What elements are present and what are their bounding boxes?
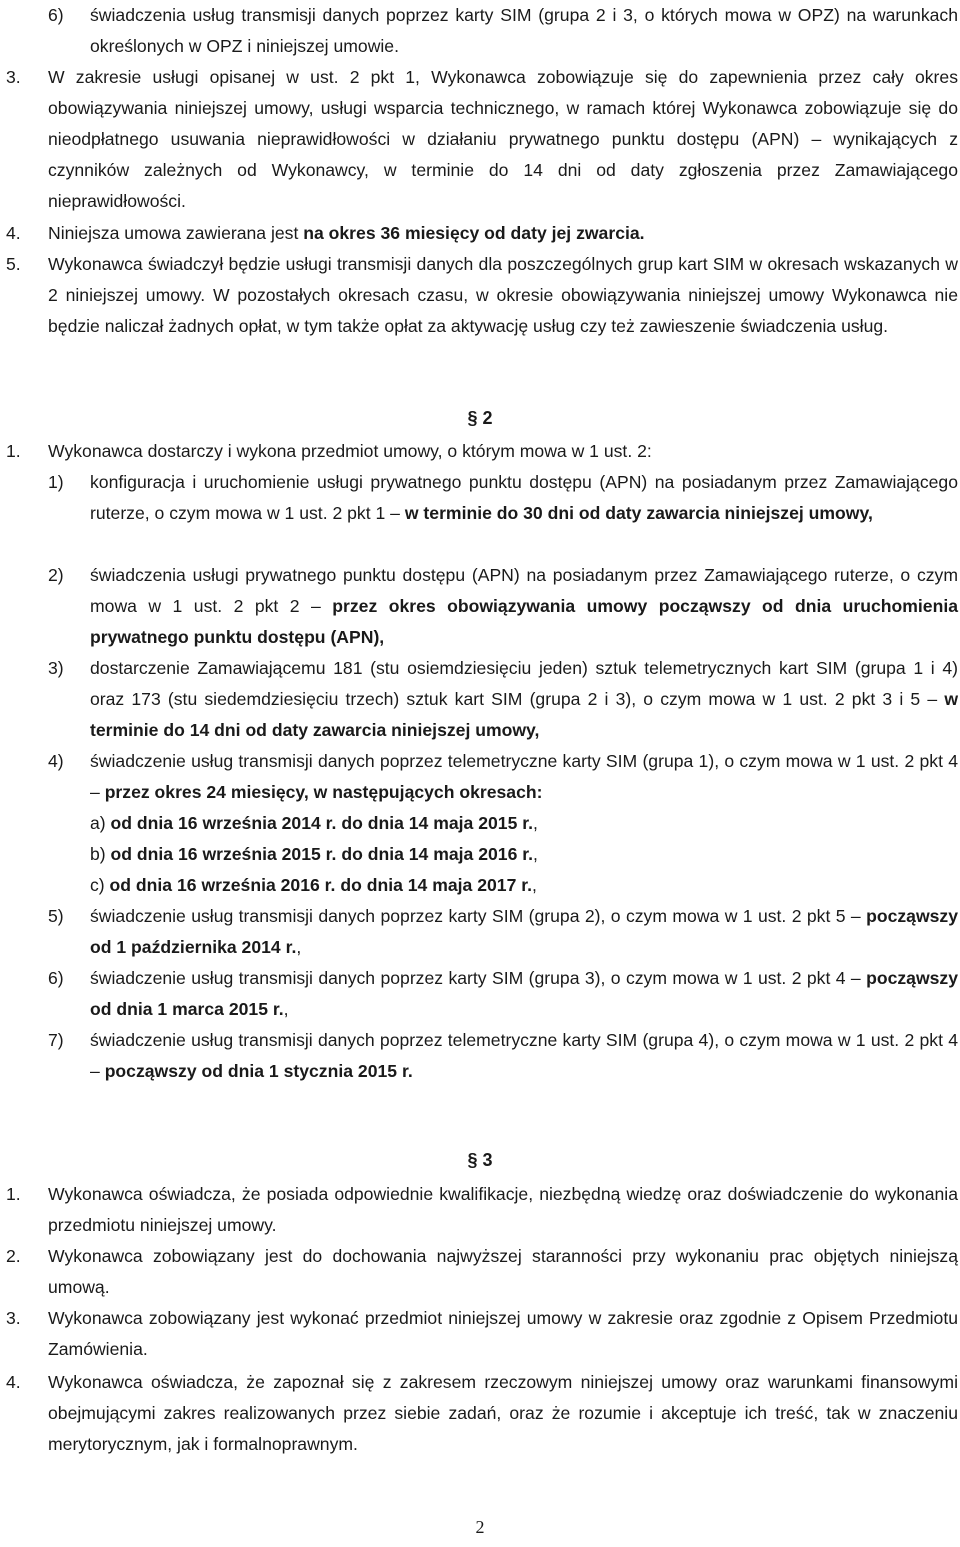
period-suffix: , — [533, 844, 538, 864]
item-number: 1) — [48, 472, 64, 492]
period-text — [90, 808, 958, 839]
period-letter: b) — [90, 844, 111, 864]
item-text-end: , — [296, 937, 302, 957]
item-number: 4) — [48, 751, 64, 771]
item-text — [90, 1025, 958, 1087]
item-text-end: , — [283, 999, 289, 1019]
period-range: od dnia 16 września 2016 r. do dnia 14 maja 2017 r. — [109, 875, 533, 895]
item-text-bold: począwszy od dnia 1 stycznia 2015 r. — [104, 1061, 413, 1081]
section-heading-2: § 2 — [467, 408, 493, 428]
paragraph-text: Wykonawca zobowiązany jest do dochowania najwyższej staranności przy wykonaniu prac objętych niniejszą umową. — [48, 1246, 958, 1297]
item-text-plain: świadczenia usługi prywatnego punktu dostępu (APN) na posiadanym przez Zamawiającego ruterze, o czym mowa w 1 ust. 2 pkt 2 – — [90, 565, 958, 616]
paragraph-number: 3. — [6, 1308, 21, 1328]
period-range: od dnia 16 września 2014 r. do dnia 14 maja 2015 r. — [110, 813, 534, 833]
paragraph-number: 5. — [6, 254, 21, 274]
paragraph-text: Wykonawca oświadcza, że zapoznał się z zakresem rzeczowym niniejszej umowy oraz warunkami finansowymi obejmującymi zakres realizowanych przez siebie zadań, oraz że rozumie i akceptuje ich treść, tak w znaczeniu merytorycznym, jak i formalnoprawnym. — [48, 1372, 958, 1454]
paragraph-text: Wykonawca dostarczy i wykona przedmiot umowy, o którym mowa w 1 ust. 2: — [48, 441, 652, 461]
item-text-plain: świadczenie usług transmisji danych poprzez telemetryczne karty SIM (grupa 4), o czym mowa w 1 ust. 2 pkt 4 – — [90, 1030, 958, 1081]
paragraph-number: 1. — [6, 441, 21, 461]
paragraph-number: 2. — [6, 1246, 21, 1266]
section-heading-3: § 3 — [467, 1150, 493, 1170]
period-text — [90, 870, 958, 901]
paragraph-number: 3. — [6, 67, 21, 87]
period-suffix: , — [533, 813, 538, 833]
item-text-bold: w terminie do 14 dni od daty zawarcia niniejszej umowy, — [90, 689, 958, 740]
item-text-bold: przez okres 24 miesięcy, w następujących okresach: — [104, 782, 543, 802]
item-text-bold: przez okres obowiązywania umowy począwszy od dnia uruchomienia prywatnego punktu dostępu (APN), — [90, 596, 958, 647]
item-number: 5) — [48, 906, 64, 926]
item-number: 2) — [48, 565, 64, 585]
paragraph-text: Wykonawca zobowiązany jest wykonać przedmiot niniejszej umowy w zakresie oraz zgodnie z Opisem Przedmiotu Zamówienia. — [48, 1308, 958, 1359]
paragraph-text: Wykonawca świadczył będzie usługi transmisji danych dla poszczególnych grup kart SIM w okresach wskazanych w 2 niniejszej umowy. W pozostałych okresach czasu, w okresie obowiązywania niniejszej umowy Wykonawca nie będzie naliczał żadnych opłat, w tym także opłat za aktywację usług czy też zawieszenie świadczenia usług. — [48, 254, 958, 336]
item-text: świadczenia usług transmisji danych poprzez karty SIM (grupa 2 i 3, o których mowa w OPZ) na warunkach określonych w OPZ i niniejszej umowie. — [90, 5, 958, 56]
paragraph-text-bold: na okres 36 miesięcy od daty jej zwarcia. — [303, 223, 645, 243]
period-suffix: , — [532, 875, 537, 895]
item-text — [90, 963, 958, 1025]
section-number: 3 — [482, 1150, 493, 1170]
item-number: 7) — [48, 1030, 64, 1050]
item-text-bold: w terminie do 30 dni od daty zawarcia niniejszej umowy, — [404, 503, 873, 523]
item-text-plain: dostarczenie Zamawiającemu 181 (stu osiemdziesięciu jeden) sztuk telemetrycznych kart SIM (grupa 1 i 4) oraz 173 (stu siedemdziesięciu trzech) sztuk kart SIM (grupa 2 i 3), o czym mowa w 1 ust. 2 pkt 3 i 5 – — [90, 658, 958, 709]
period-text — [90, 839, 958, 870]
item-text — [90, 653, 958, 746]
paragraph-text-plain: Niniejsza umowa zawierana jest — [48, 223, 304, 243]
item-text-bold: począwszy od 1 października 2014 r. — [90, 906, 958, 957]
page-number: 2 — [475, 1517, 485, 1537]
paragraph-number: 1. — [6, 1184, 21, 1204]
paragraph-text: W zakresie usługi opisanej w ust. 2 pkt 1, Wykonawca zobowiązuje się do zapewnienia przez cały okres obowiązywania niniejszej umowy, usługi wsparcia technicznego, w ramach której Wykonawca zobowiązuje się do nieodpłatnego usuwania nieprawidłowości w działaniu prywatnego punktu dostępu (APN) – wynikających z czynników zależnych od Wykonawcy, w terminie do 14 dni od daty zgłoszenia przez Zamawiającego nieprawidłowości. — [48, 67, 958, 211]
item-text-plain: świadczenie usług transmisji danych poprzez telemetryczne karty SIM (grupa 1), o czym mowa w 1 ust. 2 pkt 4 – — [90, 751, 958, 802]
item-text — [90, 746, 958, 808]
section-number: 2 — [482, 408, 493, 428]
item-text-plain: świadczenie usług transmisji danych poprzez karty SIM (grupa 2), o czym mowa w 1 ust. 2 pkt 5 – — [90, 906, 867, 926]
item-number: 3) — [48, 658, 64, 678]
paragraph-number: 4. — [6, 1372, 21, 1392]
paragraph-text — [48, 218, 958, 249]
paragraph-number: 4. — [6, 223, 21, 243]
item-text-plain: świadczenie usług transmisji danych poprzez karty SIM (grupa 3), o czym mowa w 1 ust. 2 pkt 4 – — [90, 968, 867, 988]
item-text — [90, 901, 958, 963]
paragraph-text: Wykonawca oświadcza, że posiada odpowiednie kwalifikacje, niezbędną wiedzę oraz doświadczenie do wykonania przedmiotu niniejszej umowy. — [48, 1184, 958, 1235]
item-text-bold: począwszy od dnia 1 marca 2015 r. — [90, 968, 958, 1019]
item-number: 6) — [48, 968, 64, 988]
period-letter: a) — [90, 813, 111, 833]
period-letter: c) — [90, 875, 110, 895]
period-range: od dnia 16 września 2015 r. do dnia 14 maja 2016 r. — [110, 844, 534, 864]
item-text — [90, 467, 958, 529]
item-number: 6) — [48, 5, 64, 25]
item-text — [90, 560, 958, 653]
item-text-plain: konfiguracja i uruchomienie usługi prywatnego punktu dostępu (APN) na posiadanym przez Zamawiającego ruterze, o czym mowa w 1 ust. 2 pkt 1 – — [90, 472, 958, 523]
